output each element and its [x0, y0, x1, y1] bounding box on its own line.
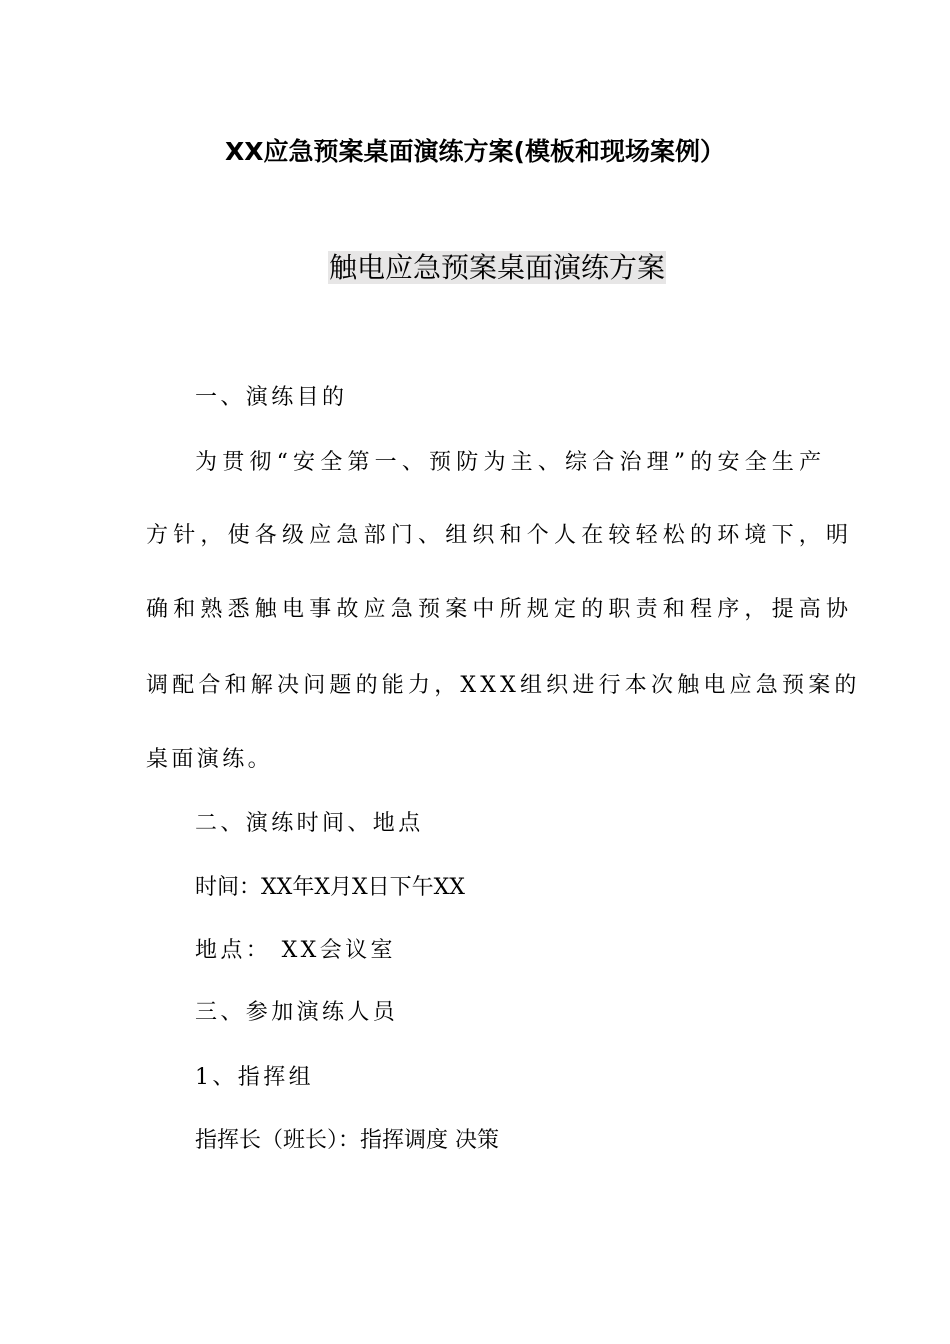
- section1-heading: 一、演练目的: [195, 385, 348, 410]
- document-title: XX应急预案桌面演练方案(模板和现场案例）: [225, 137, 725, 166]
- section3-heading: 三、参加演练人员: [195, 1000, 399, 1025]
- paragraph-line-1: 为贯彻“安全第一、预防为主、综合治理”的安全生产: [195, 450, 827, 475]
- paragraph-line-5: 桌面演练。: [146, 747, 274, 772]
- document-subtitle-text: 触电应急预案桌面演练方案: [329, 251, 666, 284]
- paragraph-line-3: 确和熟悉触电事故应急预案中所规定的职责和程序，提高协: [146, 597, 854, 622]
- section2-heading: 二、演练时间、地点: [195, 811, 424, 836]
- document-subtitle: [328, 248, 666, 288]
- drill-time: 时间：XX年X月X日下午XX: [195, 875, 465, 900]
- group1-heading: 1、指挥组: [195, 1065, 314, 1090]
- paragraph-line-4: 调配合和解决问题的能力，XXX组织进行本次触电应急预案的: [146, 673, 861, 698]
- paragraph-line-2: 方针，使各级应急部门、组织和个人在较轻松的环境下，明: [146, 523, 854, 548]
- group1-commander-line: 指挥长（班长）：指挥调度 决策: [195, 1128, 499, 1153]
- drill-place: 地点： XX会议室: [195, 938, 396, 963]
